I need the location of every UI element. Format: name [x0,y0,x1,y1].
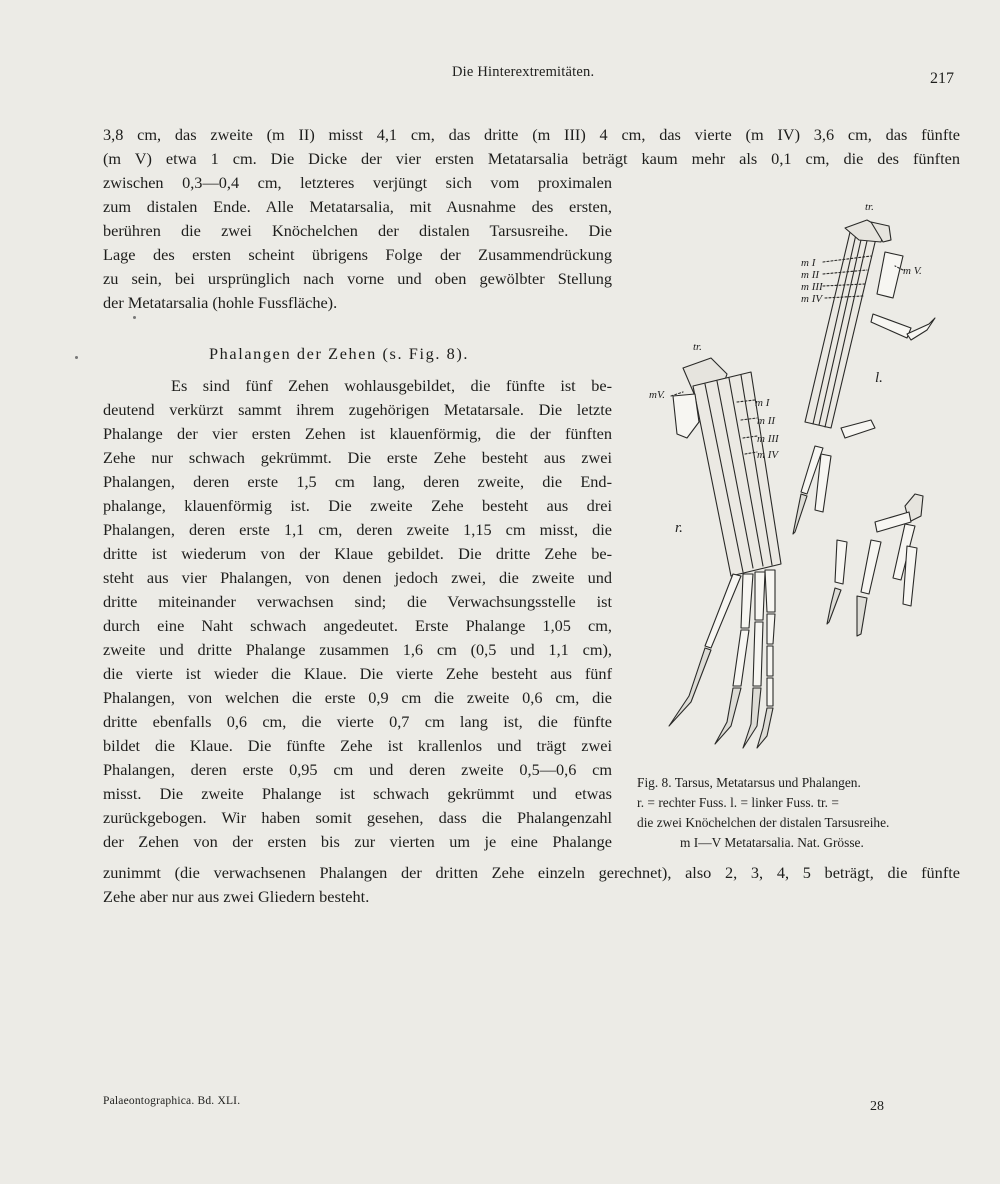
label-mII-left: m II [801,269,820,281]
text-line: zurückgebogen. Wir haben somit gesehen, dass die Phalangenzahl [103,808,612,827]
label-mIII-right: m III [757,433,779,445]
label-mV-left: m V. [903,265,922,277]
label-left-foot: l. [875,370,883,386]
text-line: Zehe aber nur aus zwei Gliedern besteht. [103,887,370,906]
paper-speck [75,356,78,359]
figure-caption-line: Fig. 8. Tarsus, Metatarsus und Phalangen. [637,775,861,790]
text-line: Zehe nur schwach gekrümmt. Die erste Zehe besteht aus zwei [103,448,612,467]
text-line: berühren die zwei Knöchelchen der distalen Tarsusreihe. Die [103,221,612,240]
text-line: phalange, klauenförmig ist. Die zweite Zehe besteht aus drei [103,496,612,515]
text-line: die vierte ist wieder die Klaue. Die vierte Zehe besteht aus fünf [103,664,612,683]
label-mIV-left: m IV [801,293,823,305]
label-mI-right: m I [755,397,770,409]
text-line: zunimmt (die verwachsenen Phalangen der dritten Zehe einzeln gerechnet), also 2, 3, 4, 5 beträgt, die fünfte [103,863,960,882]
text-line: misst. Die zweite Phalange ist schwach gekrümmt und etwas [103,784,612,803]
sheet-signature: 28 [870,1099,884,1114]
text-line: (m V) etwa 1 cm. Die Dicke der vier ersten Metatarsalia beträgt kaum mehr als 0,1 cm, die des fünften [103,149,960,168]
running-title: Die Hinterextremitäten. [452,64,595,80]
text-line: Phalangen, deren erste 1,5 cm lang, deren zweite, die End- [103,472,612,491]
text-line: zum distalen Ende. Alle Metatarsalia, mit Ausnahme des ersten, [103,197,612,216]
label-mV-right: mV. [649,389,665,401]
text-line: Es sind fünf Zehen wohlausgebildet, die fünfte ist be- [171,376,612,395]
text-line: dritte miteinander verwachsen sind; die Verwachsungsstelle ist [103,592,612,611]
label-mII-right: m II [757,415,776,427]
label-tr-right: tr. [693,341,702,353]
text-line: durch eine Naht schwach angedeutet. Erste Phalange 1,05 cm, [103,616,612,635]
label-mI-left: m I [801,257,816,269]
text-line: Lage des ersten scheint übrigens Folge der Zusammendrückung [103,245,612,264]
text-line: zweite und dritte Phalange zusammen 1,6 cm (0,5 und 1,1 cm), [103,640,612,659]
text-line: bildet die Klaue. Die fünfte Zehe ist krallenlos und trägt zwei [103,736,612,755]
journal-footer: Palaeontographica. Bd. XLI. [103,1095,241,1107]
label-tr-left: tr. [865,201,874,213]
text-line: steht aus vier Phalangen, von denen jedoch zwei, die zweite und [103,568,612,587]
text-line: Phalangen, von welchen die erste 0,9 cm die zweite 0,6 cm, die [103,688,612,707]
figure-8-illustration [645,196,965,761]
label-right-foot: r. [675,520,683,536]
figure-caption-line: r. = rechter Fuss. l. = linker Fuss. tr. = [637,795,839,810]
label-mIV-right: m IV [757,449,779,461]
section-heading: Phalangen der Zehen (s. Fig. 8). [209,344,470,363]
text-line: zwischen 0,3—0,4 cm, letzteres verjüngt sich vom proximalen [103,173,612,192]
text-line: Phalange der vier ersten Zehen ist klauenförmig, die der fünften [103,424,612,443]
text-line: 3,8 cm, das zweite (m II) misst 4,1 cm, das dritte (m III) 4 cm, das vierte (m IV) 3,6 cm, das fünfte [103,125,960,144]
text-line: der Zehen von der ersten bis zur vierten um je eine Phalange [103,832,612,851]
label-mIII-left: m III [801,281,823,293]
text-line: dritte ist wiederum von der Klaue gebildet. Die dritte Zehe be- [103,544,612,563]
text-line: Phalangen, deren erste 1,1 cm, deren zweite 1,15 cm misst, die [103,520,612,539]
figure-caption-line: die zwei Knöchelchen der distalen Tarsusreihe. [637,815,890,830]
text-line: der Metatarsalia (hohle Fussfläche). [103,293,338,312]
paper-speck [133,316,136,319]
text-line: deutend verkürzt sammt ihrem zugehörigen Metatarsale. Die letzte [103,400,612,419]
text-line: zu sein, bei ursprünglich nach vorne und oben gewölbter Stellung [103,269,612,288]
text-line: Phalangen, deren erste 0,95 cm und deren zweite 0,5—0,6 cm [103,760,612,779]
text-line: dritte ebenfalls 0,6 cm, die vierte 0,7 cm lang ist, die fünfte [103,712,612,731]
figure-caption-line: m I—V Metatarsalia. Nat. Grösse. [680,835,864,850]
page-number: 217 [930,70,954,87]
